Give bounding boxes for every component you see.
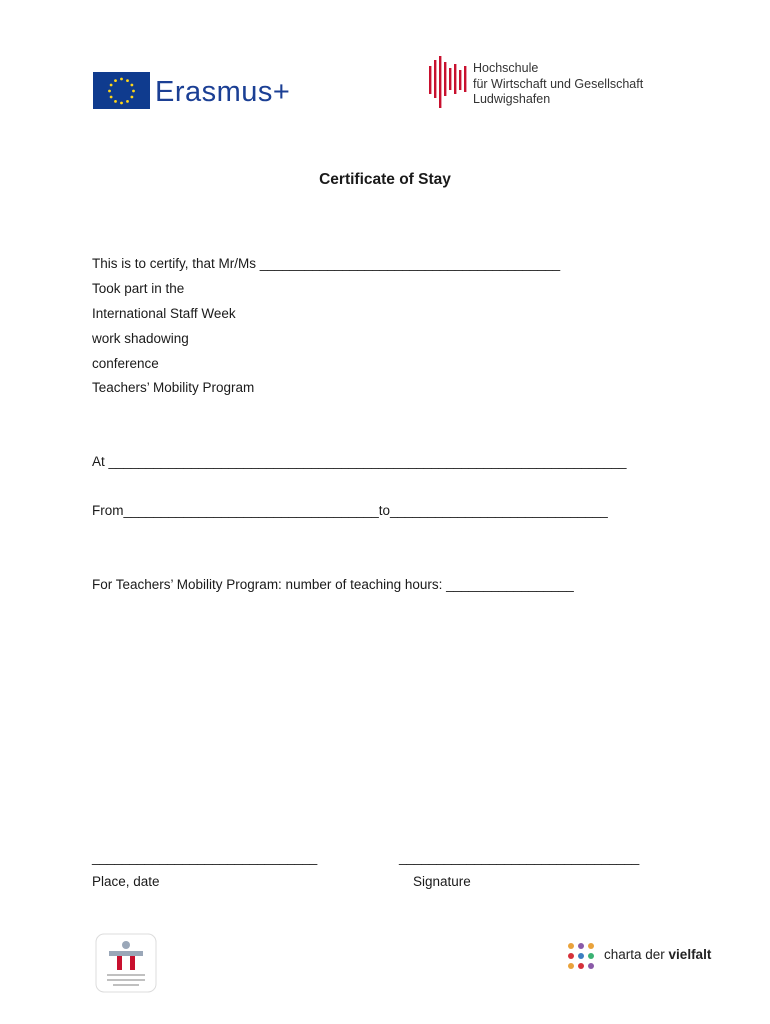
place-date-label: Place, date [92,874,160,889]
erasmus-logo [93,72,291,110]
hochschule-name: Hochschule für Wirtschaft und Gesellschaft Ludwigshafen [473,61,644,106]
option-conference: conference [92,356,159,371]
hochschule-logo [428,52,688,110]
at-line: At _____________________________________________________________________ [92,454,627,469]
option-international-staff-week: International Staff Week [92,306,236,321]
erasmus-wordmark: Erasmus+ [155,76,291,108]
signature-label: Signature [413,874,471,889]
signature-line: ________________________________ [399,850,640,865]
option-work-shadowing: work shadowing [92,331,189,346]
place-date-line: ______________________________ [92,850,318,865]
family-audit-icon [95,933,157,993]
certify-line: This is to certify, that Mr/Ms ________________________________________ [92,256,561,271]
charta-der-vielfalt-logo [566,941,726,973]
hochschule-bars-icon [428,52,468,108]
family-audit-logo [95,933,157,993]
document-title: Certificate of Stay [319,171,451,188]
from-to-line: From__________________________________to_____________________________ [92,503,608,518]
eu-flag-icon [93,72,150,109]
option-teachers-mobility: Teachers’ Mobility Program [92,380,255,395]
took-part-label: Took part in the [92,281,185,296]
teaching-hours-line: For Teachers’ Mobility Program: number of teaching hours: _________________ [92,577,574,592]
charta-wordmark: charta der vielfalt [604,947,712,962]
charta-dots-icon [566,941,600,973]
